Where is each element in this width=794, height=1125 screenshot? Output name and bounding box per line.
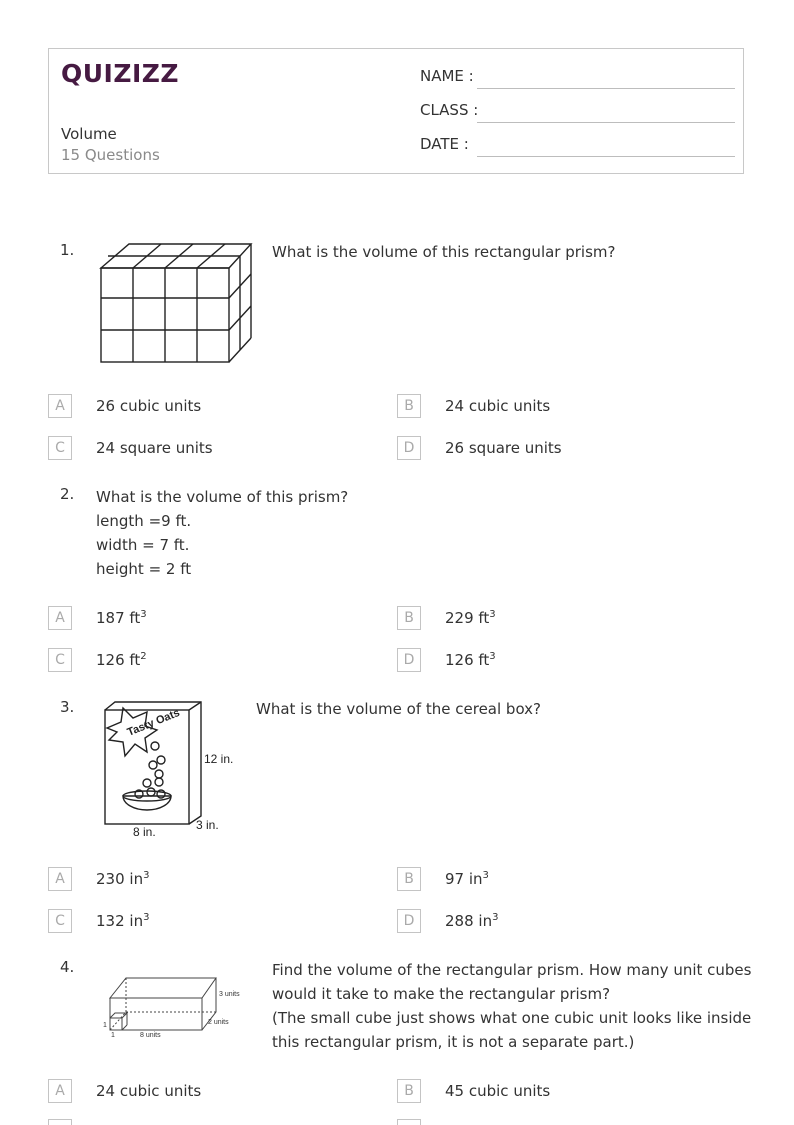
option-letter: B <box>397 394 421 418</box>
answer-option-c-partial[interactable] <box>48 1119 72 1125</box>
option-letter: A <box>48 394 72 418</box>
question-number: 2. <box>60 485 75 503</box>
option-text: 230 $in^3$ <box>96 870 150 888</box>
option-letter: D <box>397 648 421 672</box>
option-letter: D <box>397 436 421 460</box>
option-text: 187 $ft^3$ <box>96 609 147 627</box>
option-letter: A <box>48 1079 72 1103</box>
option-text: 126 $ft^2$ <box>96 651 147 669</box>
width-label: 8 in. <box>133 825 156 839</box>
name-label: NAME : <box>420 67 474 85</box>
date-label: DATE : <box>420 135 469 153</box>
length-label: 8 units <box>140 1032 161 1039</box>
option-text: 97 $in^3$ <box>445 870 489 888</box>
depth-label: 3 in. <box>196 818 219 832</box>
option-letter: B <box>397 867 421 891</box>
question-number: 4. <box>60 958 75 976</box>
option-text: 26 square units <box>445 439 562 457</box>
answer-option-d-partial[interactable] <box>397 1119 421 1125</box>
question-prompt: What is the volume of this rectangular prism? <box>272 243 616 261</box>
option-text: 45 cubic units <box>445 1082 551 1100</box>
option-text: 132 $in^3$ <box>96 912 150 930</box>
class-field[interactable] <box>420 101 735 125</box>
prompt-line: Find the volume of the rectangular prism. How many unit cubes <box>272 961 752 979</box>
worksheet-header <box>48 48 744 174</box>
unit-height-label: 1 <box>103 1022 107 1029</box>
option-letter: B <box>397 606 421 630</box>
cube-prism-figure <box>95 240 255 366</box>
worksheet-title: Volume <box>61 125 117 143</box>
question-prompt <box>272 958 751 1054</box>
depth-label: 2 units <box>208 1019 229 1026</box>
prompt-line: What is the volume of this prism? <box>96 488 349 506</box>
option-text: 24 cubic units <box>96 1082 202 1100</box>
date-field[interactable] <box>420 135 735 159</box>
option-text: 229 $ft^3$ <box>445 609 496 627</box>
class-line <box>477 122 735 123</box>
option-letter: A <box>48 606 72 630</box>
option-text: 24 square units <box>96 439 213 457</box>
option-letter: B <box>397 1079 421 1103</box>
prompt-line: height = 2 ft <box>96 560 192 578</box>
option-letter: C <box>48 648 72 672</box>
option-text: 288 $in^3$ <box>445 912 499 930</box>
name-line <box>477 88 735 89</box>
option-text: 126 $ft^3$ <box>445 651 496 669</box>
prompt-line: width = 7 ft. <box>96 536 190 554</box>
prompt-line: length =9 ft. <box>96 512 192 530</box>
quizizz-logo: QUIZIZZ <box>61 59 180 88</box>
prompt-line: (The small cube just shows what one cubic unit looks like inside <box>272 1009 752 1027</box>
date-line <box>477 156 735 157</box>
question-count: 15 Questions <box>61 146 160 164</box>
option-letter: A <box>48 867 72 891</box>
prompt-line: would it take to make the rectangular prism? <box>272 985 611 1003</box>
question-prompt: What is the volume of the cereal box? <box>256 700 542 718</box>
option-letter: C <box>48 436 72 460</box>
rectangular-prism-figure <box>100 972 250 1044</box>
option-letter: D <box>397 909 421 933</box>
option-letter: C <box>48 909 72 933</box>
option-text: 24 cubic units <box>445 397 551 415</box>
prompt-line: this rectangular prism, it is not a separate part.) <box>272 1033 635 1051</box>
class-label: CLASS : <box>420 101 479 119</box>
cereal-brand-label: Tasty Oats <box>125 706 182 739</box>
unit-width-label: 1 <box>111 1032 115 1039</box>
question-number: 3. <box>60 698 75 716</box>
cereal-box-figure <box>95 698 245 844</box>
question-number: 1. <box>60 241 75 259</box>
option-text: 26 cubic units <box>96 397 202 415</box>
name-field[interactable] <box>420 67 735 91</box>
height-label: 3 units <box>219 991 240 998</box>
question-prompt <box>96 485 348 581</box>
height-label: 12 in. <box>204 752 234 766</box>
